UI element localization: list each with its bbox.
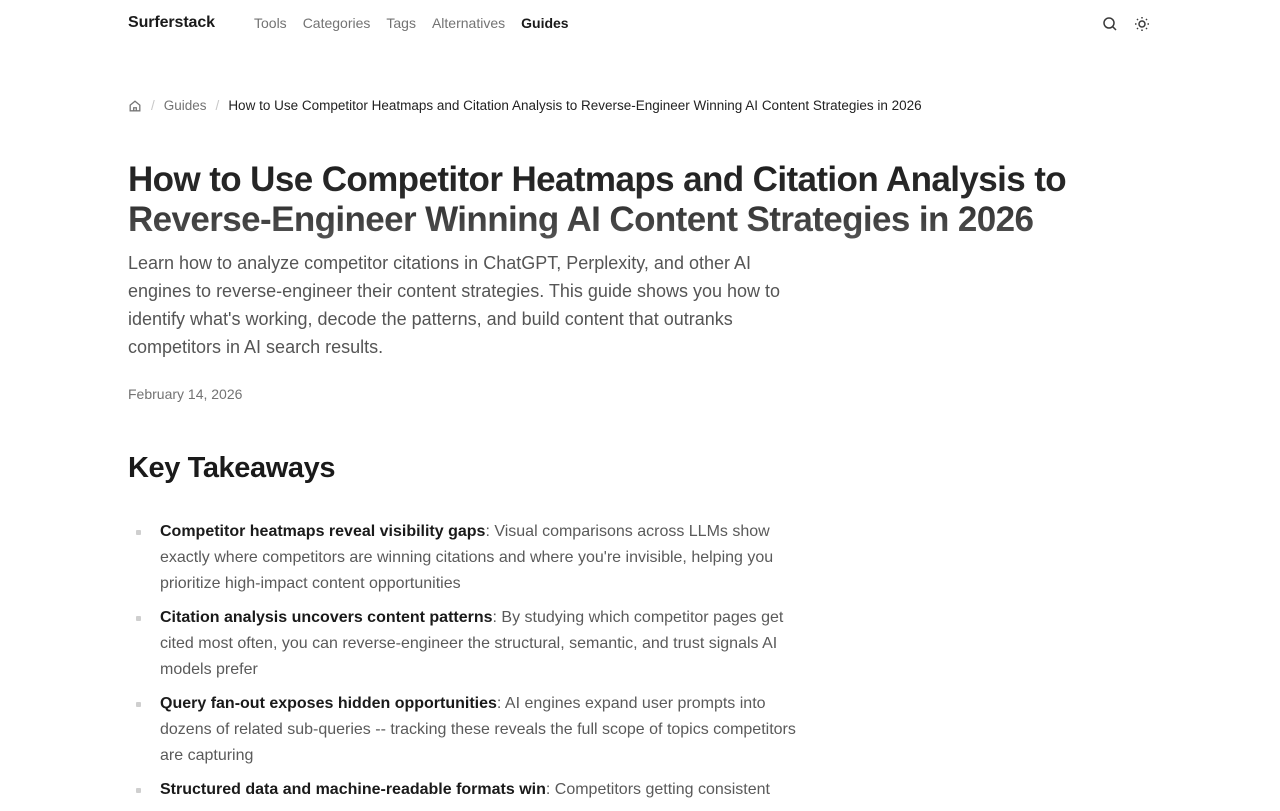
article-description: Learn how to analyze competitor citations in ChatGPT, Perplexity, and other AI engines to reverse-engineer their content strategies. This guide shows you how to identify what's working, decode the patterns, and build content that outranks competitors in AI search results. [128, 253, 781, 357]
list-item [128, 519, 818, 597]
home-icon [128, 99, 142, 113]
main-nav [254, 15, 569, 31]
header-actions [1101, 15, 1151, 33]
search-icon [1102, 16, 1118, 32]
list-item [128, 691, 818, 769]
takeaway-text: : Visual comparisons across LLMs show exactly where competitors are winning citations and where you're invisible, helping you prioritize high-impact content opportunities [160, 523, 774, 592]
nav-item-tags[interactable]: Tags [386, 15, 416, 31]
breadcrumb-item-guides[interactable]: Guides [163, 98, 207, 113]
publish-date: February 14, 2026 [128, 386, 243, 402]
takeaway-text: : AI engines expand user prompts into dozens of related sub-queries -- tracking these reveals the full scope of topics competitors are capturing [160, 695, 796, 764]
list-item [128, 605, 818, 683]
bullet-icon [136, 530, 141, 535]
takeaway-title: Citation analysis uncovers content patterns [160, 609, 493, 626]
sun-icon [1134, 16, 1150, 32]
theme-toggle-button[interactable] [1133, 15, 1151, 33]
nav-item-alternatives[interactable]: Alternatives [431, 15, 506, 31]
takeaway-text: : By studying which competitor pages get cited most often, you can reverse-engineer the structural, semantic, and trust signals AI models prefer [160, 609, 784, 678]
breadcrumb-current-page: How to Use Competitor Heatmaps and Citation Analysis to Reverse-Engineer Winning AI Content Strategies in 2026 [228, 98, 922, 113]
site-header [0, 0, 1280, 48]
bullet-icon [136, 788, 141, 793]
takeaway-title: Structured data and machine-readable formats win [160, 781, 546, 798]
page-title: How to Use Competitor Heatmaps and Citation Analysis to Reverse-Engineer Winning AI Content Strategies in 2026 [128, 160, 1108, 240]
bullet-icon [136, 616, 141, 621]
search-button[interactable] [1101, 15, 1119, 33]
takeaway-title: Query fan-out exposes hidden opportunities [160, 695, 497, 712]
breadcrumb [128, 98, 922, 113]
key-takeaways-heading: Key Takeaways [128, 452, 336, 484]
brand-logo[interactable]: Surferstack [128, 14, 215, 31]
nav-item-tools[interactable]: Tools [254, 15, 287, 31]
key-takeaways-list [128, 519, 818, 811]
breadcrumb-separator: / [151, 98, 155, 113]
takeaway-text: : Competitors getting consistent [545, 781, 770, 798]
nav-item-guides[interactable]: Guides [521, 15, 569, 31]
breadcrumb-home[interactable] [128, 99, 142, 113]
nav-item-categories[interactable]: Categories [302, 15, 371, 31]
takeaway-title: Competitor heatmaps reveal visibility gaps [160, 523, 486, 540]
list-item [128, 777, 818, 803]
bullet-icon [136, 702, 141, 707]
breadcrumb-separator: / [215, 98, 220, 113]
